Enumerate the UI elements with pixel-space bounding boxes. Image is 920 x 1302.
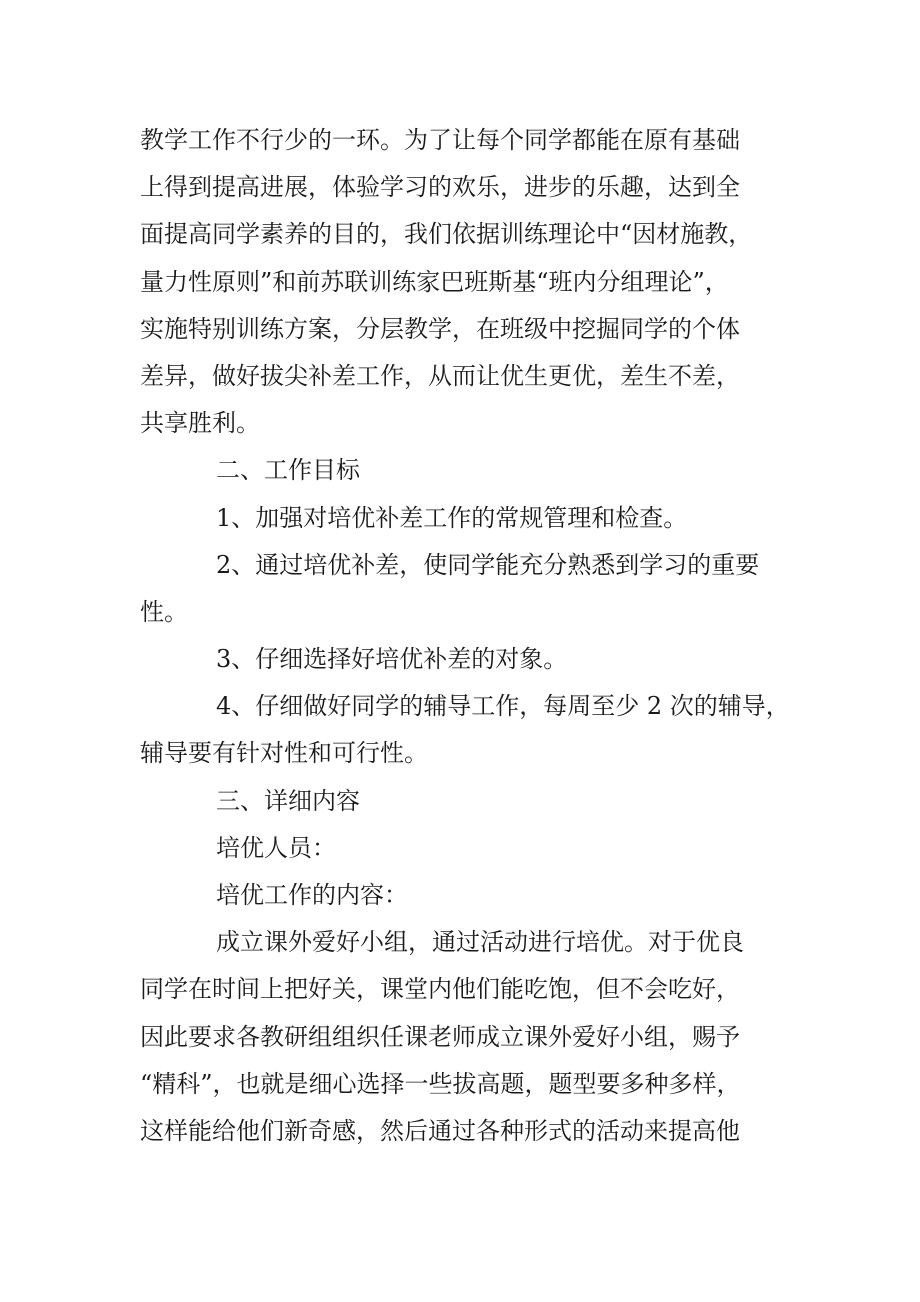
list-item-continuation: 性。	[140, 597, 188, 626]
paragraph-line: 教学工作不行少的一环。为了让每个同学都能在原有基础	[140, 126, 740, 154]
section-heading-content: 三、详细内容	[216, 786, 360, 815]
field-label-work-content: 培优工作的内容：	[216, 881, 408, 909]
paragraph-line: 面提高同学素养的目的，我们依据训练理论中“因材施教，	[140, 220, 753, 249]
paragraph-line: 上得到提高进展，体验学习的欢乐，进步的乐趣，达到全	[140, 173, 740, 202]
paragraph-line: 共享胜利。	[140, 409, 260, 438]
paragraph-line: 成立课外爱好小组，通过活动进行培优。对于优良	[216, 928, 744, 957]
paragraph-line: 差异，做好拔尖补差工作，从而让优生更优，差生不差，	[140, 361, 740, 390]
paragraph-line: “精科”，也就是细心选择一些拔高题，题型要多种多样，	[140, 1069, 741, 1098]
paragraph-line: 量力性原则”和前苏联训练家巴班斯基“班内分组理论”，	[140, 267, 729, 296]
list-item-continuation: 辅导要有针对性和可行性。	[140, 739, 428, 768]
field-label-personnel: 培优人员：	[216, 833, 336, 862]
section-heading-goals: 二、工作目标	[216, 456, 360, 485]
paragraph-line: 这样能给他们新奇感，然后通过各种形式的活动来提高他	[140, 1116, 740, 1145]
list-item: 3、仔细选择好培优补差的对象。	[216, 645, 568, 674]
paragraph-line: 同学在时间上把好关，课堂内他们能吃饱，但不会吃好，	[140, 975, 740, 1004]
list-item: 2、通过培优补差，使同学能充分熟悉到学习的重要	[216, 550, 760, 579]
list-item: 1、加强对培优补差工作的常规管理和检查。	[216, 503, 688, 532]
document-body	[140, 117, 790, 1155]
list-item: 4、仔细做好同学的辅导工作，每周至少 2 次的辅导，	[216, 692, 790, 721]
paragraph-line: 因此要求各教研组组织任课老师成立课外爱好小组，赐予	[140, 1022, 740, 1051]
paragraph-line: 实施特别训练方案，分层教学，在班级中挖掘同学的个体	[140, 314, 740, 343]
